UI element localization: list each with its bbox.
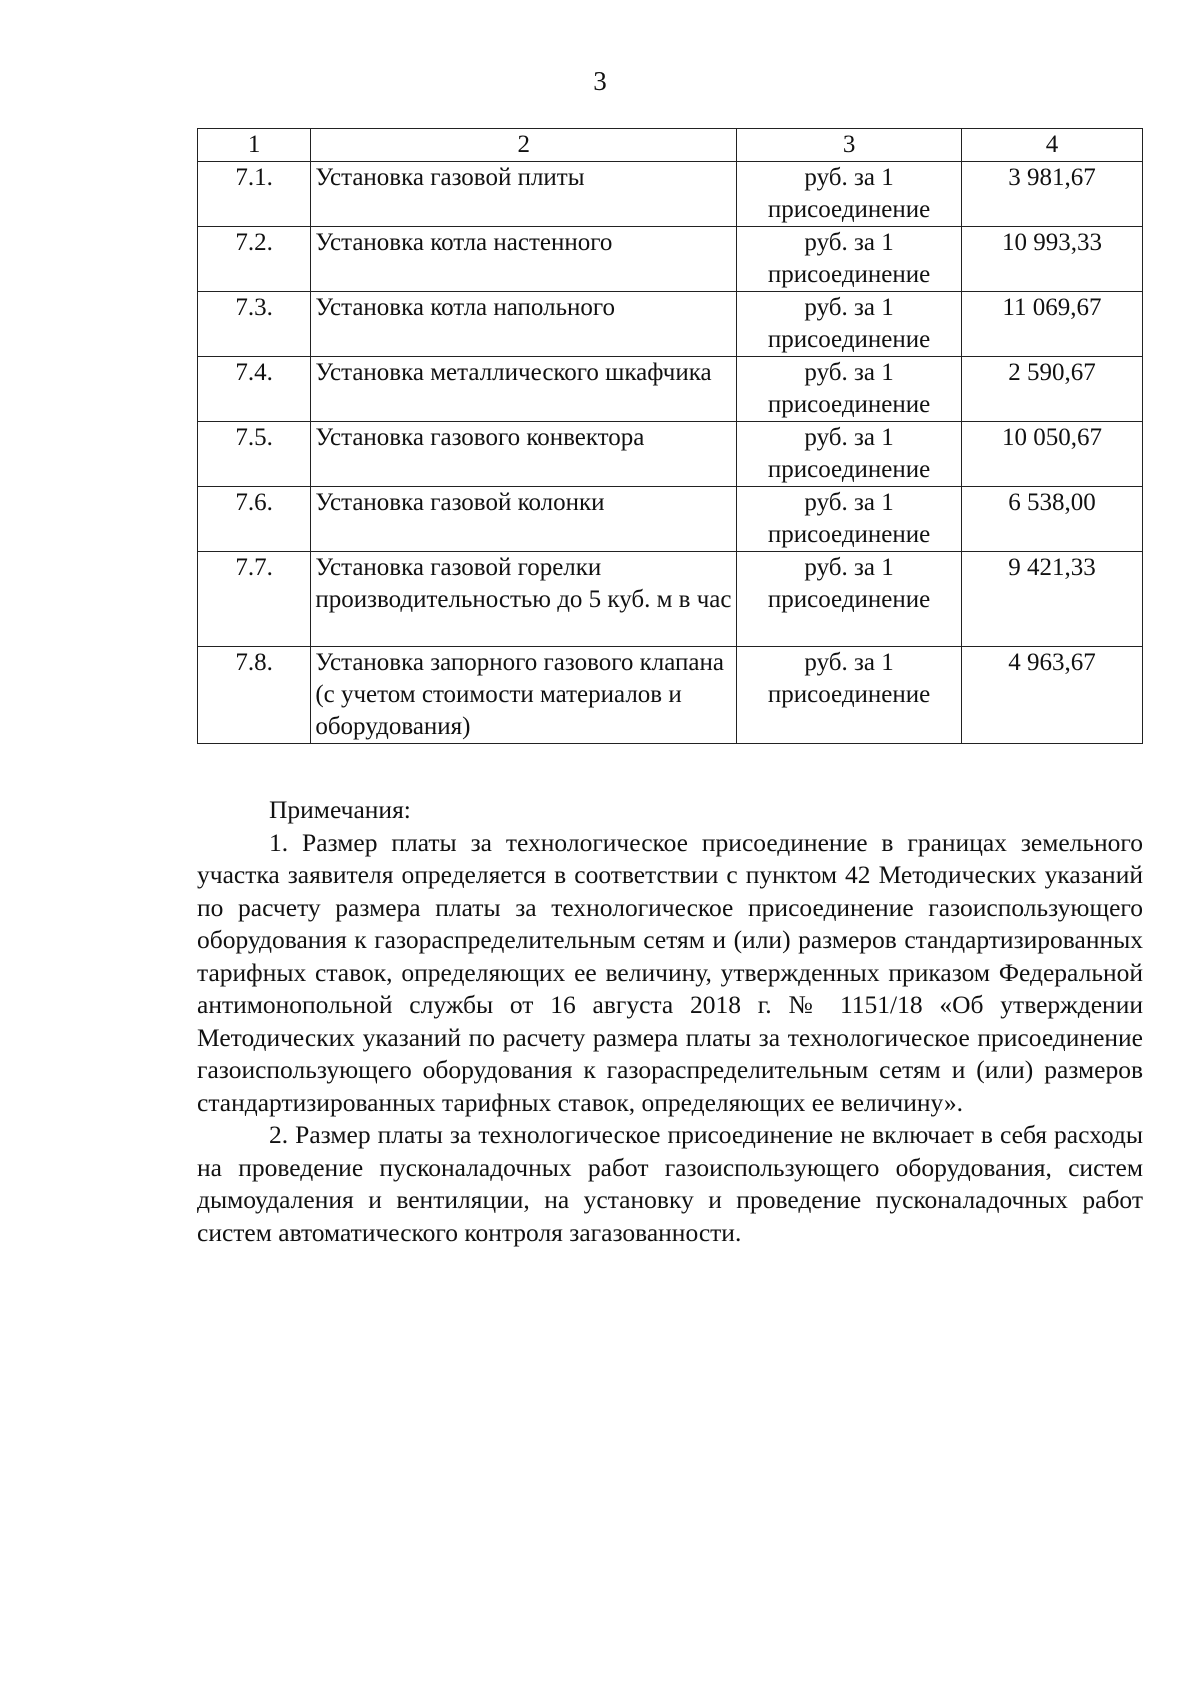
item-number: 7.8. — [198, 647, 311, 744]
table-header-row — [198, 129, 1143, 162]
item-unit: руб. за 1 присоединение — [737, 292, 962, 357]
item-unit: руб. за 1 присоединение — [737, 487, 962, 552]
item-unit: руб. за 1 присоединение — [737, 647, 962, 744]
item-name: Установка газовой горелки производительностью до 5 куб. м в час — [311, 552, 737, 647]
notes-section — [197, 794, 1143, 1249]
item-number: 7.3. — [198, 292, 311, 357]
item-name: Установка котла настенного — [311, 227, 737, 292]
item-unit: руб. за 1 присоединение — [737, 422, 962, 487]
item-number: 7.2. — [198, 227, 311, 292]
table-row — [198, 552, 1143, 647]
item-name: Установка газовой колонки — [311, 487, 737, 552]
note-paragraph: 1. Размер платы за технологическое присоединение в границах земельного участка заявителя определяется в соответствии с пунктом 42 Методических указаний по расчету размера платы за технологическое присоединение газоиспользующего оборудования к газораспределительным сетям и (или) размеров стандартизированных тарифных ставок, определяющих ее величину, утвержденных приказом Федеральной антимонопольной службы от 16 августа 2018 г. № 1151/18 «Об утверждении Методических указаний по расчету размера платы за технологическое присоединение газоиспользующего оборудования к газораспределительным сетям и (или) размеров стандартизированных тарифных ставок, определяющих ее величину». — [197, 827, 1143, 1117]
page-number: 3 — [593, 66, 607, 96]
table-row — [198, 357, 1143, 422]
item-number: 7.5. — [198, 422, 311, 487]
table-row — [198, 292, 1143, 357]
item-name: Установка запорного газового клапана (с учетом стоимости материалов и оборудования) — [311, 647, 737, 744]
table-row — [198, 422, 1143, 487]
item-unit: руб. за 1 присоединение — [737, 357, 962, 422]
item-unit: руб. за 1 присоединение — [737, 162, 962, 227]
header-cell: 1 — [198, 129, 311, 162]
item-value: 2 590,67 — [961, 357, 1142, 422]
item-value: 10 050,67 — [961, 422, 1142, 487]
note-paragraph: 2. Размер платы за технологическое присоединение не включает в себя расходы на проведение пусконаладочных работ газоиспользующего оборудования, систем дымоудаления и вентиляции, на установку и проведение пусконаладочных работ систем автоматического контроля загазованности. — [197, 1120, 1143, 1247]
table-row — [198, 647, 1143, 744]
item-name: Установка газовой плиты — [311, 162, 737, 227]
item-value: 11 069,67 — [961, 292, 1142, 357]
tariff-table — [197, 128, 1143, 744]
item-value: 6 538,00 — [961, 487, 1142, 552]
item-value: 10 993,33 — [961, 227, 1142, 292]
header-cell: 2 — [311, 129, 737, 162]
item-value: 9 421,33 — [961, 552, 1142, 647]
notes-title: Примечания: — [269, 795, 411, 824]
item-value: 3 981,67 — [961, 162, 1142, 227]
item-unit: руб. за 1 присоединение — [737, 227, 962, 292]
item-value: 4 963,67 — [961, 647, 1142, 744]
item-name: Установка газового конвектора — [311, 422, 737, 487]
item-name: Установка котла напольного — [311, 292, 737, 357]
table-row — [198, 487, 1143, 552]
item-number: 7.7. — [198, 552, 311, 647]
item-unit: руб. за 1 присоединение — [737, 552, 962, 647]
item-number: 7.4. — [198, 357, 311, 422]
header-cell: 4 — [961, 129, 1142, 162]
item-name: Установка металлического шкафчика — [311, 357, 737, 422]
item-number: 7.6. — [198, 487, 311, 552]
table-row — [198, 162, 1143, 227]
header-cell: 3 — [737, 129, 962, 162]
item-number: 7.1. — [198, 162, 311, 227]
table-row — [198, 227, 1143, 292]
